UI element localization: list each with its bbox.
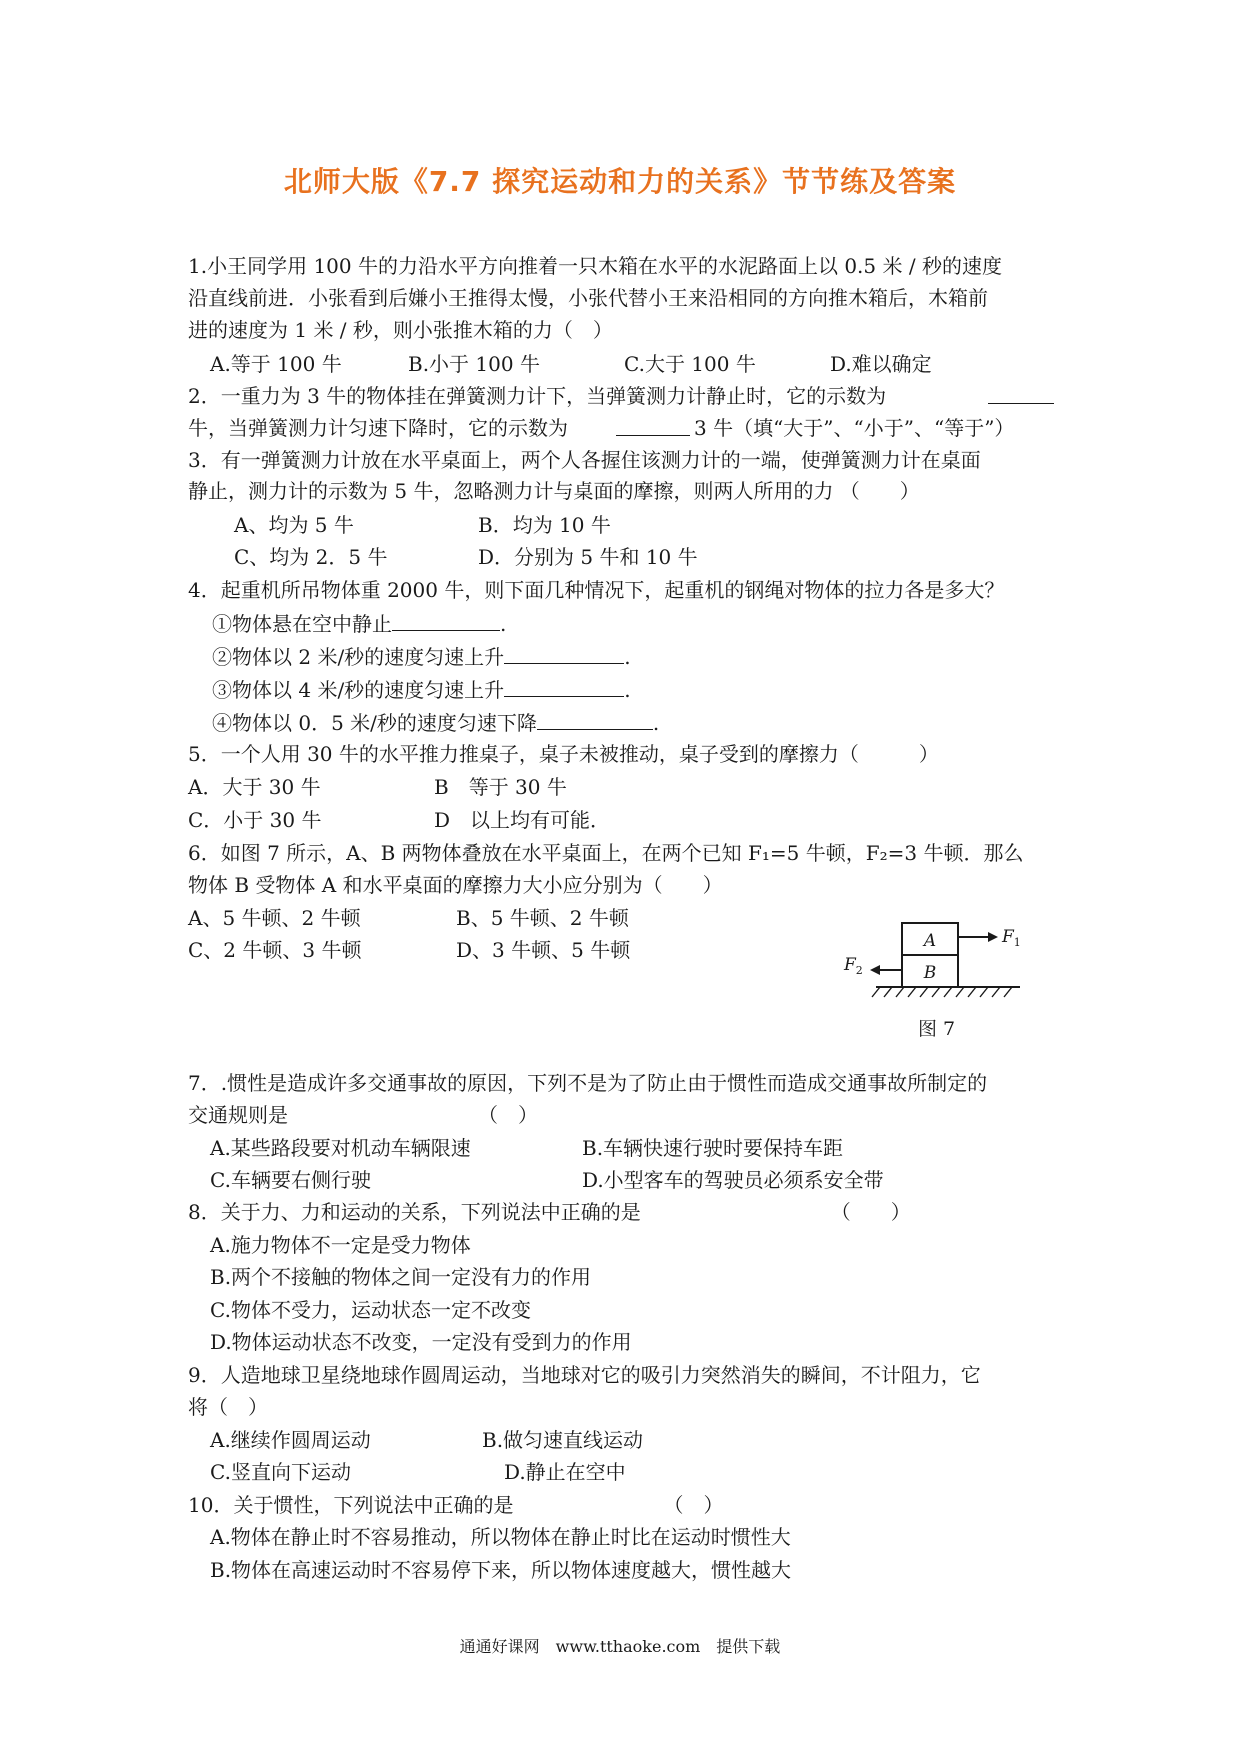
q2-blank-2 bbox=[616, 415, 690, 436]
q9-text-2: 将（ ） bbox=[188, 1395, 268, 1419]
q4-item-3: ③物体以 4 米/秒的速度匀速上升 . bbox=[212, 678, 631, 702]
q8-text: 8．关于力、力和运动的关系，下列说法中正确的是 （ ） bbox=[188, 1200, 911, 1224]
q2-text-2a: 牛，当弹簧测力计匀速下降时，它的示数为 bbox=[188, 416, 568, 440]
q6-option-d: D、3 牛顿、5 牛顿 bbox=[456, 938, 631, 962]
block-b-label: B bbox=[923, 963, 937, 983]
q10-option-b: B.物体在高速运动时不容易停下来，所以物体速度越大，惯性越大 bbox=[210, 1558, 792, 1582]
q5-option-a: A．大于 30 牛 bbox=[188, 775, 321, 799]
q1-text-3: 进的速度为 1 米 / 秒，则小张推木箱的力（ ） bbox=[188, 318, 613, 342]
q3-option-c: C、均为 2．5 牛 bbox=[234, 545, 388, 569]
q6-text-1: 6．如图 7 所示，A、B 两物体叠放在水平桌面上，在两个已知 F₁=5 牛顿，F₂=3 牛顿．那么 bbox=[188, 841, 1024, 865]
figure-caption: 图 7 bbox=[918, 1018, 956, 1040]
q8-option-c: C.物体不受力，运动状态一定不改变 bbox=[210, 1298, 531, 1322]
q8-option-d: D.物体运动状态不改变，一定没有受到力的作用 bbox=[210, 1330, 632, 1354]
q3-option-d: D．分别为 5 牛和 10 牛 bbox=[478, 545, 698, 569]
q1-option-c: C.大于 100 牛 bbox=[624, 352, 756, 376]
page-footer: 通通好课网 www.tthaoke.com 提供下载 bbox=[459, 1637, 781, 1656]
q1-option-d: D.难以确定 bbox=[830, 352, 932, 376]
q5-text: 5．一个人用 30 牛的水平推力推桌子，桌子未被推动，桌子受到的摩擦力（ ） bbox=[188, 742, 939, 766]
q2-text-2b: 3 牛（填“大于”、“小于”、“等于”） bbox=[694, 416, 1015, 440]
q7-text-2: 交通规则是 （ ） bbox=[188, 1103, 538, 1127]
q9-option-c: C.竖直向下运动 bbox=[210, 1460, 351, 1484]
q1-option-a: A.等于 100 牛 bbox=[210, 352, 342, 376]
force-f1-label: $F_1$ bbox=[1002, 927, 1021, 949]
force-f2-label: $F_2$ bbox=[844, 955, 863, 977]
q8-option-b: B.两个不接触的物体之间一定没有力的作用 bbox=[210, 1265, 592, 1289]
q3-option-b: B．均为 10 牛 bbox=[478, 513, 611, 537]
q7-option-c: C.车辆要右侧行驶 bbox=[210, 1168, 371, 1192]
page-title: 北师大版《7.7 探究运动和力的关系》节节练及答案 bbox=[283, 165, 957, 198]
q5-option-b: B 等于 30 牛 bbox=[434, 775, 567, 799]
q4-item-1: ①物体悬在空中静止 . bbox=[212, 612, 507, 636]
q8-option-a: A.施力物体不一定是受力物体 bbox=[210, 1233, 471, 1257]
q9-option-b: B.做匀速直线运动 bbox=[482, 1428, 644, 1452]
q1-text-2: 沿直线前进．小张看到后嫌小王推得太慢，小张代替小王来沿相同的方向推木箱后，木箱前 bbox=[188, 286, 988, 310]
q10-text: 10．关于惯性，下列说法中正确的是 （ ） bbox=[188, 1493, 724, 1517]
q3-text-1: 3．有一弹簧测力计放在水平桌面上，两个人各握住该测力计的一端，使弹簧测力计在桌面 bbox=[188, 448, 981, 472]
q6-option-c: C、2 牛顿、3 牛顿 bbox=[188, 938, 362, 962]
q1-text-1: 1.小王同学用 100 牛的力沿水平方向推着一只木箱在水平的水泥路面上以 0.5 米 / 秒的速度 bbox=[188, 254, 1002, 278]
q2-blank-1 bbox=[988, 383, 1054, 404]
q1-option-b: B.小于 100 牛 bbox=[408, 352, 540, 376]
q4-text: 4．起重机所吊物体重 2000 牛，则下面几种情况下，起重机的钢绳对物体的拉力各是多大？ bbox=[188, 578, 1005, 602]
q3-option-a: A、均为 5 牛 bbox=[234, 513, 354, 537]
q9-option-d: D.静止在空中 bbox=[504, 1460, 626, 1484]
q7-option-b: B.车辆快速行驶时要保持车距 bbox=[582, 1136, 844, 1160]
block-a-label: A bbox=[923, 931, 937, 951]
q7-option-d: D.小型客车的驾驶员必须系安全带 bbox=[582, 1168, 884, 1192]
q4-item-2: ②物体以 2 米/秒的速度匀速上升 . bbox=[212, 645, 631, 669]
q7-text-1: 7．.惯性是造成许多交通事故的原因，下列不是为了防止由于惯性而造成交通事故所制定的 bbox=[188, 1071, 988, 1095]
q3-text-2: 静止，测力计的示数为 5 牛，忽略测力计与桌面的摩擦，则两人所用的力 （ ） bbox=[188, 479, 920, 503]
q7-option-a: A.某些路段要对机动车辆限速 bbox=[210, 1136, 471, 1160]
q6-option-b: B、5 牛顿、2 牛顿 bbox=[456, 906, 629, 930]
q9-text-1: 9．人造地球卫星绕地球作圆周运动，当地球对它的吸引力突然消失的瞬间，不计阻力，它 bbox=[188, 1363, 981, 1387]
q2-text-1: 2．一重力为 3 牛的物体挂在弹簧测力计下，当弹簧测力计静止时，它的示数为 bbox=[188, 384, 887, 408]
q4-item-4: ④物体以 0．5 米/秒的速度匀速下降 . bbox=[212, 711, 660, 735]
q5-option-d: D 以上均有可能． bbox=[434, 808, 611, 832]
q9-option-a: A.继续作圆周运动 bbox=[210, 1428, 371, 1452]
figure-7 bbox=[840, 920, 1040, 1010]
q10-option-a: A.物体在静止时不容易推动，所以物体在静止时比在运动时惯性大 bbox=[210, 1525, 791, 1549]
q5-option-c: C．小于 30 牛 bbox=[188, 808, 322, 832]
q6-option-a: A、5 牛顿、2 牛顿 bbox=[188, 906, 361, 930]
q6-text-2: 物体 B 受物体 A 和水平桌面的摩擦力大小应分别为（ ） bbox=[188, 873, 723, 897]
